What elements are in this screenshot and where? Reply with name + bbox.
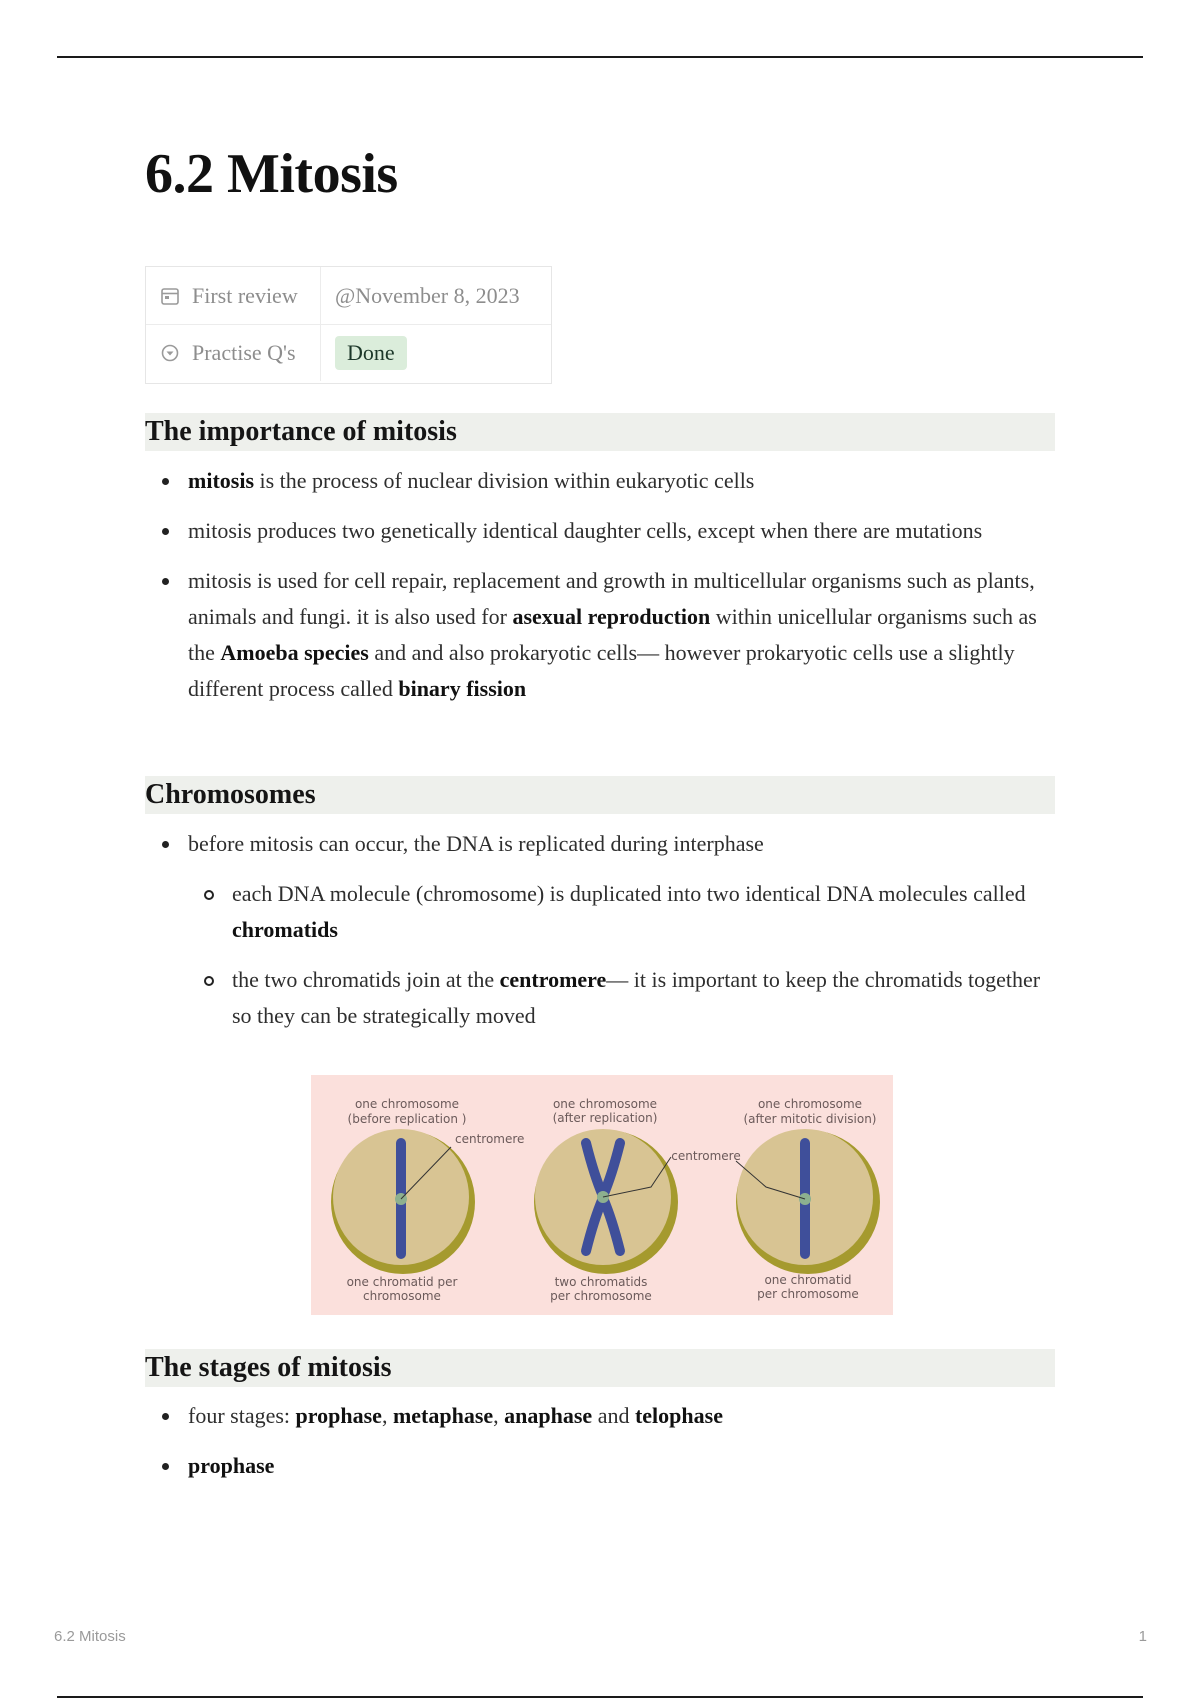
term-centromere: centromere	[499, 967, 607, 992]
sub-list-item	[145, 962, 1055, 1034]
properties-table	[145, 266, 552, 384]
term-prophase-heading: prophase	[188, 1453, 275, 1478]
property-key	[146, 324, 321, 381]
first-review-label: First review	[192, 282, 298, 308]
term-mitosis: mitosis	[188, 468, 254, 493]
cell3-label-bottom2: per chromosome	[757, 1287, 859, 1301]
term-prophase: prophase	[295, 1403, 382, 1428]
property-row-first-review	[146, 267, 551, 325]
list-item	[145, 463, 1055, 499]
term-anaphase: anaphase	[504, 1403, 593, 1428]
cell3-label-top2: (after mitotic division)	[743, 1112, 877, 1126]
practise-qs-value[interactable]	[321, 324, 551, 381]
cell2-label-top2: (after replication)	[552, 1111, 658, 1125]
heading-stages-of-mitosis: The stages of mitosis	[145, 1349, 1055, 1387]
heading-chromosomes: Chromosomes	[145, 776, 1055, 814]
list-item-text: within unicellular organisms such as the	[188, 604, 1037, 665]
first-review-date: @November 8, 2023	[335, 282, 520, 308]
status-badge: Done	[335, 336, 407, 370]
cell2-label-bottom1: two chromatids	[554, 1275, 648, 1289]
list-item-text: mitosis is used for cell repair, replacement and growth in multicellular organisms such as plants, animals and fungi. it is also used for	[188, 568, 1035, 629]
list-item-text: mitosis produces two genetically identical daughter cells, except when there are mutations	[188, 518, 983, 543]
term-metaphase: metaphase	[392, 1403, 494, 1428]
footer-page-number: 1	[1138, 1628, 1147, 1645]
term-chromatids: chromatids	[232, 917, 338, 942]
list-item-text: is the process of nuclear division within eukaryotic cells	[254, 468, 755, 493]
list-item	[145, 826, 1055, 862]
property-row-practise-qs	[146, 324, 551, 381]
chromosome-diagram-svg	[311, 1075, 893, 1315]
cell2-label-bottom2: per chromosome	[550, 1289, 652, 1303]
footer-page-title: 6.2 Mitosis	[54, 1628, 126, 1645]
top-rule	[57, 56, 1143, 58]
list-item	[145, 1448, 1055, 1484]
list-item-text: before mitosis can occur, the DNA is replicated during interphase	[188, 831, 764, 856]
list-item	[145, 513, 1055, 549]
calendar-icon	[160, 286, 180, 306]
sub-list-item	[145, 876, 1055, 948]
cell2-centromere-label: centromere	[671, 1149, 741, 1163]
cell-after-replication	[534, 1097, 741, 1303]
practise-qs-label: Practise Q's	[192, 339, 296, 365]
page-title: 6.2 Mitosis	[145, 143, 398, 205]
chromosome-diagram	[311, 1075, 893, 1315]
list-item-text: each DNA molecule (chromosome) is duplicated into two identical DNA molecules called	[232, 881, 1026, 906]
cell1-label-bottom2: chromosome	[363, 1289, 441, 1303]
list-item	[145, 563, 1055, 707]
list-item	[145, 1398, 1055, 1434]
term-asexual-reproduction: asexual reproduction	[512, 604, 711, 629]
cell3-label-top1: one chromosome	[757, 1097, 863, 1111]
separator: ,	[381, 1403, 393, 1428]
status-icon	[160, 343, 180, 363]
cell1-centromere-label: centromere	[455, 1132, 525, 1146]
separator: ,	[493, 1403, 505, 1428]
heading-importance-of-mitosis: The importance of mitosis	[145, 413, 1055, 451]
list-item-text: and and also prokaryotic cells— however prokaryotic cells use a slightly different process called	[188, 640, 1015, 701]
list-item-text: four stages:	[188, 1403, 296, 1428]
property-key	[146, 267, 321, 324]
term-telophase: telophase	[634, 1403, 723, 1428]
importance-list	[145, 463, 1055, 721]
list-item-text: the two chromatids join at the	[232, 967, 500, 992]
term-amoeba-species: Amoeba species	[220, 640, 369, 665]
list-item-text: and	[592, 1403, 635, 1428]
cell1-label-bottom1: one chromatid per	[346, 1275, 458, 1289]
cell1-label-top1: one chromosome	[354, 1097, 460, 1111]
term-binary-fission: binary fission	[398, 676, 527, 701]
cell1-label-top2: (before replication )	[347, 1112, 467, 1126]
first-review-value[interactable]	[321, 267, 551, 324]
cell-after-mitotic-division	[736, 1097, 880, 1301]
stages-list	[145, 1398, 1055, 1498]
chromosomes-list	[145, 826, 1055, 1048]
list-item-text: — it is important to keep the chromatids together so they can be strategically moved	[232, 967, 1041, 1028]
bottom-rule	[57, 1696, 1143, 1698]
cell3-label-bottom1: one chromatid	[764, 1273, 852, 1287]
cell-before-replication	[331, 1097, 524, 1303]
cell2-label-top1: one chromosome	[552, 1097, 658, 1111]
